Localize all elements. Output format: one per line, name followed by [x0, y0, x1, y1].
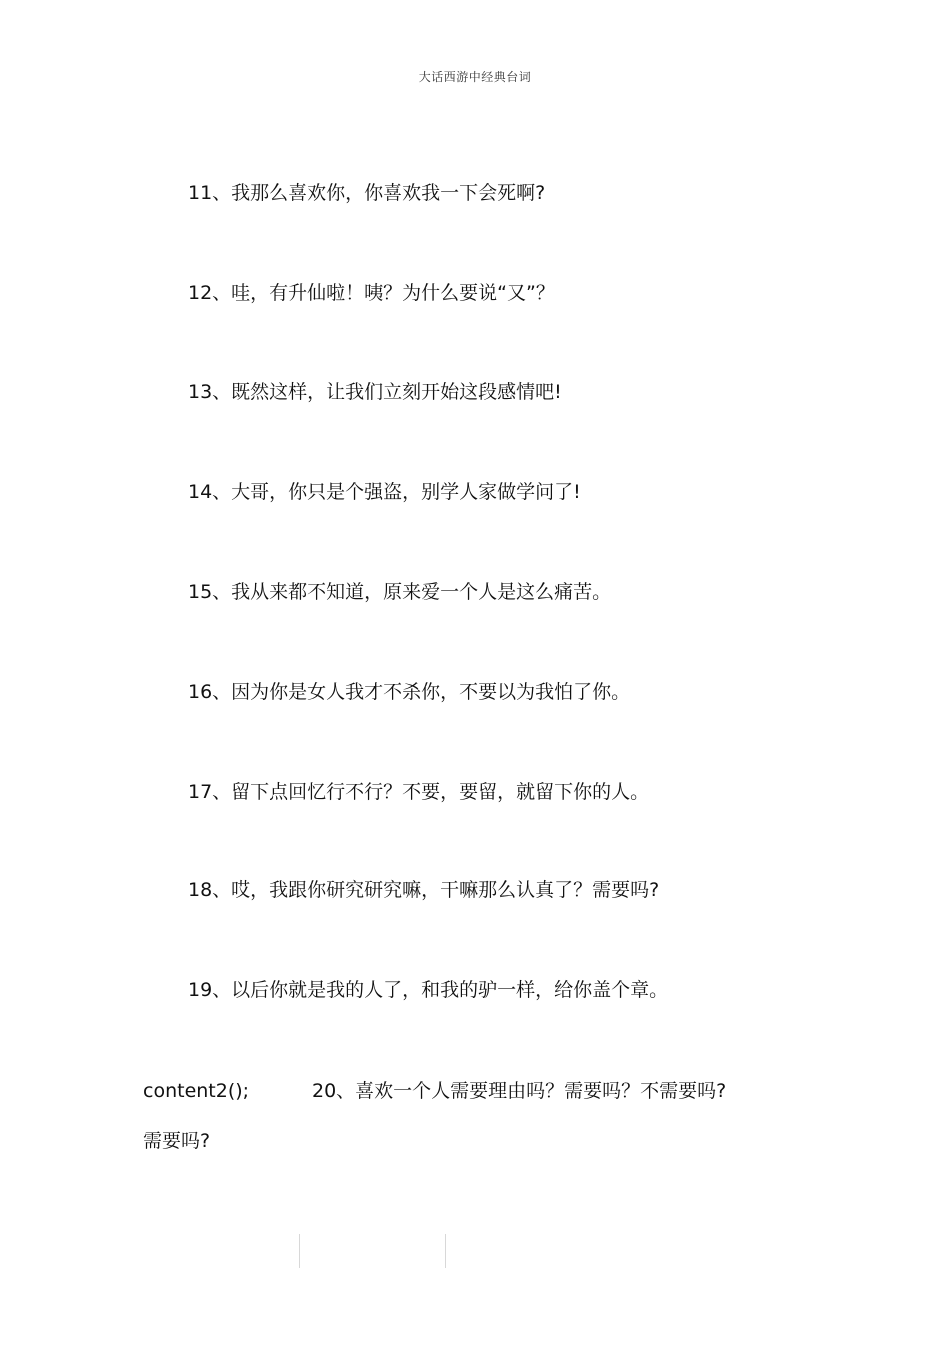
content-code-text: content2();: [143, 1080, 250, 1102]
divider-line: [299, 1234, 300, 1268]
quote-20: 20、喜欢一个人需要理由吗？需要吗？不需要吗?: [312, 1080, 727, 1102]
quote-19: 19、以后你就是我的人了，和我的驴一样，给你盖个章。: [188, 979, 669, 1001]
quote-12: 12、哇，有升仙啦！咦？为什么要说“又”？: [188, 282, 555, 304]
quote-14: 14、大哥，你只是个强盗，别学人家做学问了!: [188, 481, 581, 503]
quote-11: 11、我那么喜欢你，你喜欢我一下会死啊?: [188, 182, 546, 204]
divider-line: [445, 1234, 446, 1268]
quote-17: 17、留下点回忆行不行？不要，要留，就留下你的人。: [188, 781, 650, 803]
quote-18: 18、哎，我跟你研究研究嘛，干嘛那么认真了？需要吗?: [188, 879, 660, 901]
page-header-title: 大话西游中经典台词: [418, 70, 532, 84]
quote-15: 15、我从来都不知道，原来爱一个人是这么痛苦。: [188, 581, 612, 603]
quote-16: 16、因为你是女人我才不杀你，不要以为我怕了你。: [188, 681, 631, 703]
quote-13: 13、既然这样，让我们立刻开始这段感情吧!: [188, 381, 562, 403]
quote-20-continuation: 需要吗?: [143, 1130, 211, 1152]
